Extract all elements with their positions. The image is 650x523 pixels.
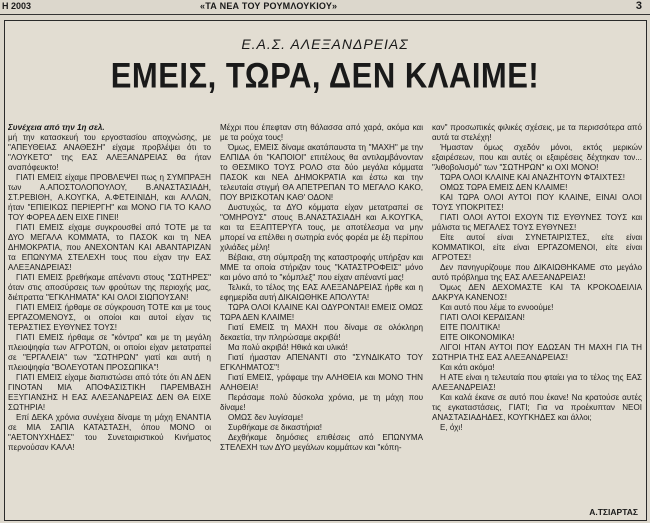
article-paragraph: ΤΩΡΑ ΟΛΟΙ ΚΛΑΙΝΕ ΚΑΙ ΑΝΑΖΗΤΟΥΝ ΦΤΑΙΧΤΕΣ!	[440, 173, 626, 182]
article-kicker: Ε.Α.Σ. ΑΛΕΞΑΝΔΡΕΙΑΣ	[241, 36, 409, 52]
article-paragraph: καν" προσωπικές φιλικές σχέσεις, με τα περισσότερα από αυτά τα στελέχη!	[432, 123, 642, 142]
article-paragraph: Επί ΔΕΚΑ χρόνια συνέχεια δίναμε τη μάχη ΕΝΑΝΤΙΑ σε ΜΙΑ ΣΑΠΙΑ ΚΑΤΑΣΤΑΣΗ, όπου ΜΟΝΟ οι "ΑΕΤΟΝΥΧΗΔΕΣ" του Συνεταιριστικού Κινήματος περνούσαν ΚΑΛΑ!	[8, 413, 211, 452]
article-paragraph: ΤΩΡΑ ΟΛΟΙ ΚΛΑΙΝΕ ΚΑΙ ΟΔΥΡΟΝΤΑΙ! ΕΜΕΙΣ ΟΜΩΣ ΤΩΡΑ ΔΕΝ ΚΛΑΙΜΕ!	[220, 303, 423, 322]
article-paragraph: ΓΙΑΤΙ ΟΛΟΙ ΚΕΡΔΙΣΑΝ!	[440, 313, 525, 322]
article-paragraph: ΓΙΑΤΙ ΕΜΕΙΣ ήρθαμε σε σύγκρουση ΤΟΤΕ και με τους ΕΡΓΑΖΟΜΕΝΟΥΣ, οι οποίοι και αυτοί είχαν τις ΤΕΡΑΣΤΙΕΣ ΕΥΘΥΝΕΣ ΤΟΥΣ!	[8, 303, 211, 332]
column-2-paragraphs	[220, 123, 423, 453]
author-signature: Α.ΤΣΙΑΡΤΑΣ	[589, 507, 638, 517]
continued-note: Συνέχεια από την 1η σελ.	[8, 123, 105, 132]
article-paragraph: Βέβαια, στη σύμπραξη της καταστροφής υπήρξαν και ΜΜΕ τα οποία στήριζαν τους "ΚΑΤΑΣΤΡΟΦΕΙΣ" μόνο και μόνο από το "κόμπλεξ" που είχαν απέναντί μας!	[220, 253, 423, 282]
article-paragraph: ΓΙΑΤΙ ΕΜΕΙΣ βρεθήκαμε απέναντι στους "ΣΩΤΗΡΕΣ" όταν στις αποσύρσεις των φρούτων της περιοχής μας, διέπραττα "ΕΓΚΛΗΜΑΤΑ" ΚΑΙ ΟΛΟΙ ΣΙΩΠΟΥΣΑΝ!	[8, 273, 211, 302]
article-paragraph: Είτε αυτοί είναι ΣΥΝΕΤΑΙΡΙΣΤΕΣ, είτε είναι ΚΟΜΜΑΤΙΚΟΙ, είτε είναι ΕΡΓΑΖΟΜΕΝΟΙ, είτε είναι ΑΓΡΟΤΕΣ!	[432, 233, 642, 262]
article-paragraph: Όμως, ΕΜΕΙΣ δίναμε ακατάπαυστα τη "ΜΑΧΗ" με την ΕΛΠΙΔΑ ότι "ΚΑΠΟΙΟΙ" επιτέλους θα αντιλαμβάνονταν το ΘΕΣΜΙΚΟ ΤΟΥΣ ΡΟΛΟ στα δύο μεγάλα κόμματα ΠΑΣΟΚ και ΝΕΑ ΔΗΜΟΚΡΑΤΙΑ και έστω και την τελευταία στιγμή ΘΑ ΑΠΕΤΡΕΠΑΝ ΤΟ ΜΕΓΑΛΟ ΚΑΚΟ, ΠΟΥ ΒΡΙΣΚΟΤΑΝ ΚΑΘ' ΟΔΟΝ!	[220, 143, 423, 202]
page-header	[0, 0, 650, 14]
article-paragraph: ΟΜΩΣ ΤΩΡΑ ΕΜΕΙΣ ΔΕΝ ΚΛΑΙΜΕ!	[440, 183, 568, 192]
column-2	[220, 123, 423, 515]
article-paragraph: Μέχρι που έπεφταν στη θάλασσα από χαρά, ακόμα και με τα ρούχα τους!	[220, 123, 423, 142]
article-paragraph: ΓΙΑΤΙ ΟΛΟΙ ΑΥΤΟΙ ΕΧΟΥΝ ΤΙΣ ΕΥΘΥΝΕΣ ΤΟΥΣ και μάλιστα τις ΜΕΓΑΛΕΣ ΤΟΥΣ ΕΥΘΥΝΕΣ!	[432, 213, 642, 232]
article-paragraph: ΓΙΑΤΙ ΕΜΕΙΣ είχαμε ΠΡΟΒΛΕΨΕΙ πως η ΣΥΜΠΡΑΞΗ των Α.ΑΠΟΣΤΟΛΟΠΟΥΛΟΥ, Β.ΑΝΑΣΤΑΣΙΑΔΗ, ΣΤ.ΡΕΒΙΘΗ, Α.ΚΟΥΓΚΑ, Α.ΦΕΤΕΙΝΙΔΗ, και ΑΛΛΩΝ, ήταν "ΕΠΙΕΙΚΩΣ ΠΕΡΙΕΡΓΗ" και ΜΟΝΟ ΓΙΑ ΤΟ ΚΑΛΟ ΤΟΥ ΦΟΡΕΑ ΔΕΝ ΕΙΧΕ ΓΙΝΕΙ!	[8, 173, 211, 222]
article-paragraph: Η ΑΤΕ είναι η τελευταία που φταίει για το τέλος της ΕΑΣ ΑΛΕΞΑΝΔΡΕΙΑΣ!	[432, 373, 642, 392]
article-paragraph: Ε, όχι!	[440, 423, 463, 432]
header-rule	[0, 14, 650, 15]
article-paragraph: Γιατί ΕΜΕΙΣ τη ΜΑΧΗ που δίναμε σε ολόκληρη δεκαετία, την πληρώσαμε ακριβά!	[220, 323, 423, 342]
article-paragraph: Γιατί ΕΜΕΙΣ, γράφαμε την ΑΛΗΘΕΙΑ και ΜΟΝΟ ΤΗΝ ΑΛΗΘΕΙΑ!	[220, 373, 423, 392]
article-headline: ΕΜΕΙΣ, ΤΩΡΑ, ΔΕΝ ΚΛΑΙΜΕ!	[110, 55, 540, 96]
article-body	[8, 123, 644, 515]
column-1-paragraphs	[8, 133, 211, 453]
article-paragraph: Δυστυχώς, τα ΔΥΟ κόμματα είχαν μετατραπεί σε "ΟΜΗΡΟΥΣ" στους Β.ΑΝΑΣΤΑΣΙΑΔΗ και Α.ΚΟΥΓΚΑ, και τα ΕΞΑΠΤΕΡΥΓΑ τους, με αποτέλεσμα να μην μπορεί να επέλθει η σωτηρία ενός φορέα με έξι περίπου χιλιάδες μέλη!	[220, 203, 423, 252]
article-paragraph: Δεχθήκαμε δημόσιες επιθέσεις από ΕΠΩΝΥΜΑ ΣΤΕΛΕΧΗ των ΔΥΟ μεγάλων κομμάτων και "κόπη-	[220, 433, 423, 452]
article-paragraph: ΓΙΑΤΙ ΕΜΕΙΣ ήρθαμε σε "κόντρα" και με τη μεγάλη πλειοψηφία των ΑΓΡΟΤΩΝ, οι οποίοι είχαν μετατραπεί σε "ΕΡΓΑΛΕΙΑ" των "ΣΩΤΗΡΩΝ" γιατί και αυτή η πλειοψηφία "ΒΟΛΕΥΟΤΑΝ ΠΡΟΣΩΠΙΚΑ"!	[8, 333, 211, 372]
article-paragraph: ΕΙΤΕ ΠΟΛΙΤΙΚΑ!	[440, 323, 501, 332]
article-paragraph: ΚΑΙ ΤΩΡΑ ΟΛΟΙ ΑΥΤΟΙ ΠΟΥ ΚΛΑΙΝΕ, ΕΙΝΑΙ ΟΛΟΙ ΤΟΥΣ ΥΠΟΚΡΙΤΕΣ!	[432, 193, 642, 212]
article-paragraph: Συρθήκαμε σε δικαστήρια!	[228, 423, 322, 432]
article-paragraph: Γιατί ήμασταν ΑΠΕΝΑΝΤΙ στο "ΣΥΝΔΙΚΑΤΟ ΤΟΥ ΕΓΚΛΗΜΑΤΟΣ"!	[220, 353, 423, 372]
article-paragraph: Τελικά, το τέλος της ΕΑΣ ΑΛΕΞΑΝΔΡΕΙΑΣ ήρθε και η εφημερίδα αυτή ΔΙΚΑΙΩΘΗΚΕ ΑΠΟΛΥΤΑ!	[220, 283, 423, 302]
article-paragraph: ΕΙΤΕ ΟΙΚΟΝΟΜΙΚΑ!	[440, 333, 515, 342]
article-paragraph: Και κάτι ακόμα!	[440, 363, 495, 372]
column-3-paragraphs	[432, 123, 642, 433]
article-paragraph: Ήμασταν όμως σχεδόν μόνοι, εκτός μερικών εξαιρέσεων, που και αυτές οι εξαιρέσεις δέχτηκαν τον... "λιθοβολισμό" των "ΣΩΤΗΡΩΝ" κι ΟΧΙ ΜΟΝΟ!	[432, 143, 642, 172]
article-paragraph: ΓΙΑΤΙ ΕΜΕΙΣ είχαμε διαπιστώσει από τότε ότι ΑΝ ΔΕΝ ΓΙΝΟΤΑΝ ΜΙΑ ΑΠΟΦΑΣΙΣΤΙΚΗ ΠΑΡΕΜΒΑΣΗ ΕΞΥΓΙΑΝΣΗΣ Η ΕΑΣ ΑΛΕΞΑΝΔΡΕΙΑΣ ΔΕΝ ΘΑ ΕΙΧΕ ΣΩΤΗΡΙΑ!	[8, 373, 211, 412]
article-paragraph: Δεν πανηγυρίζουμε που ΔΙΚΑΙΩΘΗΚΑΜΕ στο μεγάλο αυτό πρόβλημα της ΕΑΣ ΑΛΕΞΑΝΔΡΕΙΑΣ!	[432, 263, 642, 282]
article-paragraph: ΓΙΑΤΙ ΕΜΕΙΣ είχαμε συγκρουσθεί από ΤΟΤΕ με τα ΔΥΟ ΜΕΓΑΛΑ ΚΟΜΜΑΤΑ, το ΠΑΣΟΚ και τη ΝΕΑ ΔΗΜΟΚΡΑΤΙΑ, που ΑΝΕΧΟΝΤΑΝ ΚΑΙ ΑΒΑΝΤΑΡΙΖΑΝ τα ΕΠΩΝΥΜΑ ΣΤΕΛΕΧΗ τους που είχαν την ΕΑΣ ΑΛΕΞΑΝΔΡΕΙΑΣ!	[8, 223, 211, 272]
newspaper-name: «ΤΑ ΝΕΑ ΤΟΥ ΡΟΥΜΛΟΥΚΙΟΥ»	[200, 1, 338, 11]
article-paragraph: Και αυτό που λέμε το εννοούμε!	[440, 303, 554, 312]
article-paragraph: Και καλά έκανε σε αυτό που έκανε! Να κρατούσε αυτές τις εγκαταστάσεις, ΓΙΑΤΙ; Για να προέκυπταν ΝΕΟΙ ΑΝΑΣΤΑΣΙΑΔΗΔΕΣ, ΚΟΥΓΚΗΔΕΣ και άλλοι;	[432, 393, 642, 422]
column-3	[432, 123, 642, 515]
article-paragraph: Όμως ΔΕΝ ΔΕΧΟΜΑΣΤΕ ΚΑΙ ΤΑ ΚΡΟΚΟΔΕΙΛΙΑ ΔΑΚΡΥΑ ΚΑΝΕΝΟΣ!	[432, 283, 642, 302]
article-paragraph: μή την κατασκευή του εργοστασίου αποχνώσης, με "ΑΠΕΥΘΕΙΑΣ ΑΝΑΘΕΣΗ" είχαμε προβλέψει ότι το "ΛΟΥΚΕΤΟ" της ΕΑΣ ΑΛΕΞΑΝΔΡΕΙΑΣ θα ήταν αναπόφευκτο!	[8, 133, 211, 172]
article-paragraph: Μα πολύ ακριβά! Ηθικά και υλικά!	[228, 343, 348, 352]
article-paragraph: ΟΜΩΣ δεν λυγίσαμε!	[228, 413, 304, 422]
article-paragraph: ΛΙΓΟΙ ΗΤΑΝ ΑΥΤΟΙ ΠΟΥ ΕΔΩΣΑΝ ΤΗ ΜΑΧΗ ΓΙΑ ΤΗ ΣΩΤΗΡΙΑ ΤΗΣ ΕΑΣ ΑΛΕΞΑΝΔΡΕΙΑΣ!	[432, 343, 642, 362]
page-number: 3	[635, 0, 642, 12]
issue-year: Η 2003	[2, 1, 32, 11]
article-paragraph: Περάσαμε πολύ δύσκολα χρόνια, με τη μάχη που δίναμε!	[220, 393, 423, 412]
column-1	[8, 123, 211, 515]
